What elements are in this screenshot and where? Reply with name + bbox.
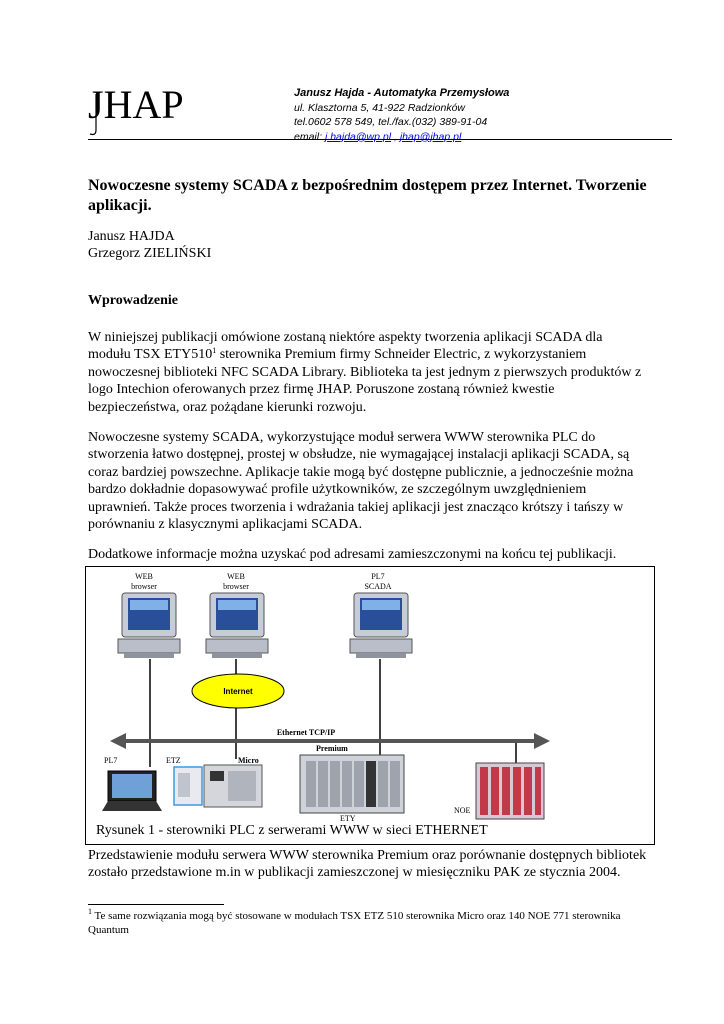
pc1-label-2: browser: [131, 582, 157, 591]
email-link-1[interactable]: j.hajda@wp.pl: [324, 130, 392, 143]
figure-box: [85, 566, 655, 845]
ety-label: ETY: [340, 814, 356, 823]
paragraph-1-part-a: W niniejszej publikacji omówione zostaną niektóre aspekty tworzenia aplikacji SCADA dla modułu TSX ETY510: [88, 330, 603, 363]
authors: [88, 228, 211, 262]
pc1-label-1: WEB: [135, 572, 153, 581]
pc-web-browser-1: [118, 572, 180, 658]
paragraph-4: Przedstawienie modułu serwera WWW sterownika Premium oraz porównanie dostępnych bibliotek zostało przedstawione m.in w publikacji zamieszczonej w miesięczniku PAK ze stycznia 2004.: [88, 848, 647, 881]
pc3-label-2: SCADA: [364, 582, 392, 591]
etz-label: ETZ: [166, 756, 181, 765]
noe-label: NOE: [454, 806, 471, 815]
network-diagram: [86, 567, 656, 846]
micro-plc: [204, 756, 262, 807]
pc-pl7-scada: [350, 572, 412, 658]
pc2-label-2: browser: [223, 582, 249, 591]
footnote-rule: [88, 904, 224, 905]
micro-label: Micro: [238, 756, 259, 765]
email-line: [294, 130, 509, 145]
internet-cloud: [192, 674, 284, 708]
header-rule: [88, 139, 672, 140]
company-name: Janusz Hajda - Automatyka Przemysłowa: [294, 87, 510, 99]
pc3-label-1: PL7: [371, 572, 385, 581]
paragraph-1: [88, 329, 648, 416]
phone: tel.0602 578 549, tel./fax.(032) 389-91-04: [294, 116, 488, 128]
document-title: Nowoczesne systemy SCADA z bezpośrednim dostępem przez Internet. Tworzenie aplikacji.: [88, 177, 647, 214]
email-link-2[interactable]: jhap@jhap.pl: [399, 130, 462, 143]
address: ul. Klasztorna 5, 41-922 Radzionków: [294, 101, 466, 114]
footnote-number: 1: [88, 907, 92, 916]
figure-caption: Rysunek 1 - sterowniki PLC z serwerami WWW w sieci ETHERNET: [96, 823, 488, 838]
author-2: Grzegorz ZIELIŃSKI: [88, 246, 212, 261]
pl7-label: PL7: [104, 756, 118, 765]
pc-web-browser-2: [206, 572, 268, 658]
quantum-noe-rack: [454, 763, 544, 819]
author-1: Janusz HAJDA: [88, 229, 175, 244]
pc2-label-1: WEB: [227, 572, 245, 581]
premium-rack: [300, 744, 404, 823]
footnote-ref[interactable]: 1: [212, 346, 217, 356]
footnote-text: Te same rozwiązania mogą być stosowane w modułach TSX ETZ 510 sterownika Micro oraz 140 NOE 771 sterownika Quantum: [88, 910, 621, 936]
section-heading: Wprowadzenie: [88, 293, 178, 308]
ethernet-label: Ethernet TCP/IP: [276, 728, 336, 737]
premium-label: Premium: [316, 744, 348, 753]
laptop-pl7: [102, 756, 162, 811]
paragraph-3: Dodatkowe informacje można uzyskać pod adresami zamieszczonymi na końcu tej publikacji.: [88, 547, 617, 562]
paragraph-2: Nowoczesne systemy SCADA, wykorzystujące moduł serwera WWW sterownika PLC do stworzenia łatwo dostępnej, prostej w obsłudze, nie wymagającej instalacji aplikacji SCADA, są coraz bardziej powszechne. Aplikacje takie mogą być dostępne publicznie, a jednocześnie można bardzo dokładnie dopasowywać profile użytkowników, ze szczególnym uwzględnieniem uprawnień. Także proces tworzenia i wdrażania takiej aplikacji jest znacząco krótszy i tańszy w porównaniu z klasycznymi aplikacjami SCADA.: [88, 430, 634, 533]
internet-label: Internet: [223, 687, 253, 696]
email-sep: ,: [393, 130, 397, 143]
etz-module: [166, 756, 202, 805]
footnote: [88, 909, 648, 937]
paragraph-1-part-b: sterownika Premium firmy Schneider Electric, z wykorzystaniem nowoczesnej biblioteki NFC SCADA Library. Biblioteka ta jest jednym z pierwszych produktów z logo Intechion oferowanych przez firmę JHAP. Poruszone zostaną również kwestie bezpieczeństwa, oraz pożądane kierunki rozwoju.: [88, 347, 642, 415]
letterhead: [294, 86, 509, 144]
logo-text: JHAP: [88, 86, 184, 127]
email-label: email:: [294, 130, 323, 143]
jhap-logo: [88, 86, 208, 138]
